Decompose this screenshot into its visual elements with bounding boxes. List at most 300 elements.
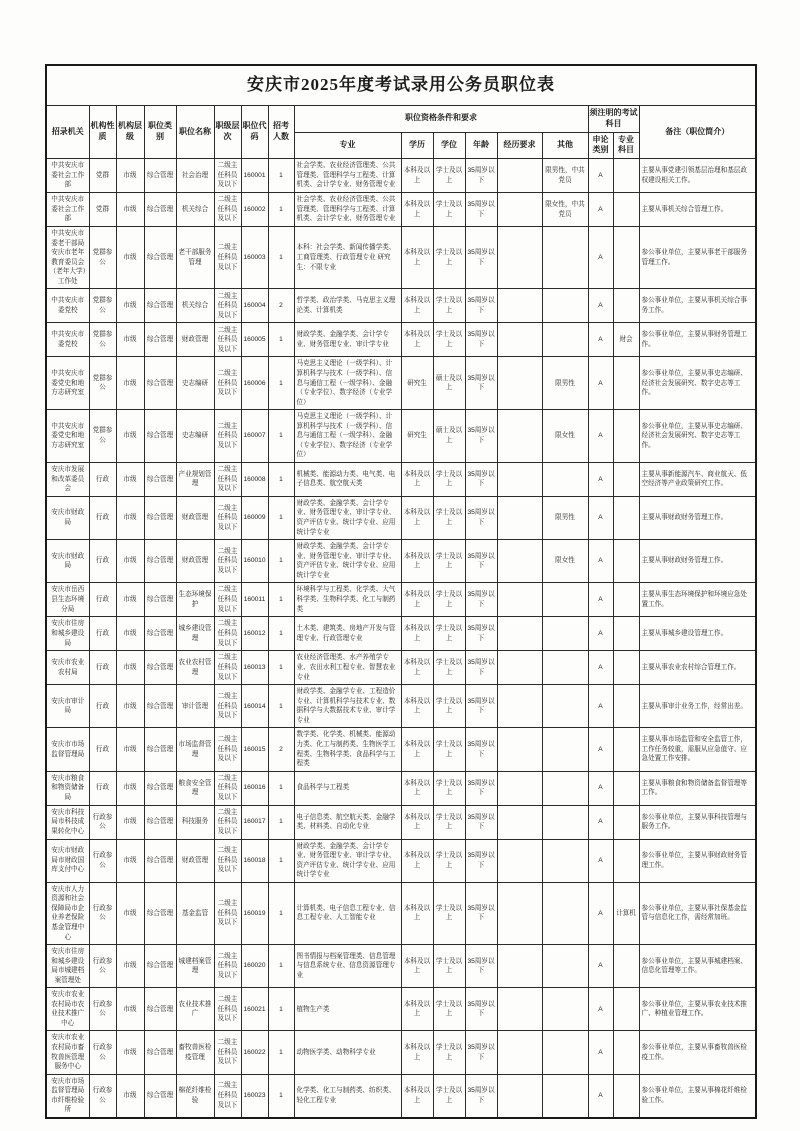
- cell-category: 综合管理: [144, 496, 176, 539]
- cell-subject: [613, 685, 639, 728]
- cell-name: 农业农村管理: [176, 651, 214, 685]
- col-header-major: 专业: [294, 132, 401, 159]
- cell-agency: 安庆市住房和城乡建设局市城建档案管理处: [46, 945, 89, 988]
- cell-degree: 学士及以上: [433, 945, 465, 988]
- cell-subject: [613, 945, 639, 988]
- cell-exp: [497, 771, 542, 805]
- cell-exp: [497, 685, 542, 728]
- cell-category: 综合管理: [144, 227, 176, 289]
- cell-other: [542, 462, 588, 496]
- cell-agency: 安庆市住房和城乡建设局: [46, 617, 89, 651]
- cell-edu: 研究生: [401, 357, 433, 410]
- cell-level: 市级: [116, 805, 144, 839]
- cell-remark: 主要从事新能源汽车、商业航天、低空经济等产业政策研究工作。: [639, 462, 756, 496]
- col-header-agency: 招录机关: [46, 105, 89, 158]
- cell-other: [542, 617, 588, 651]
- cell-age: 35周岁以下: [465, 357, 497, 410]
- cell-exp: [497, 323, 542, 357]
- cell-other: [542, 227, 588, 289]
- cell-name: 畜牧兽医检疫管理: [176, 1031, 214, 1074]
- cell-edu: 本科及以上: [401, 227, 433, 289]
- cell-rank: 二级主任科员及以下: [214, 323, 241, 357]
- cell-edu: 本科及以上: [401, 496, 433, 539]
- cell-major: 哲学类、政治学类、马克思主义理论类、计算机类: [294, 289, 401, 323]
- cell-edu: 本科及以上: [401, 945, 433, 988]
- cell-essay: A: [588, 882, 613, 944]
- cell-age: 35周岁以下: [465, 159, 497, 193]
- cell-edu: 本科及以上: [401, 193, 433, 227]
- cell-remark: 主要从事市场监管和安全监管工作，工作任务较重，需服从应急值守、应急处置工作安排。: [639, 728, 756, 771]
- cell-code: 160008: [241, 462, 268, 496]
- cell-degree: 学士及以上: [433, 728, 465, 771]
- cell-rank: 二级主任科员及以下: [214, 193, 241, 227]
- cell-other: [542, 685, 588, 728]
- cell-essay: A: [588, 988, 613, 1031]
- col-header-rank: 职级层次: [214, 105, 241, 158]
- cell-exp: [497, 651, 542, 685]
- cell-category: 综合管理: [144, 945, 176, 988]
- cell-exp: [497, 496, 542, 539]
- cell-edu: 本科及以上: [401, 728, 433, 771]
- cell-code: 160012: [241, 617, 268, 651]
- cell-count: 1: [268, 945, 294, 988]
- cell-category: 综合管理: [144, 771, 176, 805]
- cell-agency: 安庆市农业农村局: [46, 651, 89, 685]
- cell-essay: A: [588, 839, 613, 882]
- cell-exp: [497, 357, 542, 410]
- cell-code: 160006: [241, 357, 268, 410]
- cell-other: [542, 1074, 588, 1118]
- cell-major: 数学类、化学类、机械类、能源动力类、化工与制药类、生物医学工程类、生物科学类、食品科学与工程类: [294, 728, 401, 771]
- cell-code: 160007: [241, 410, 268, 463]
- cell-category: 综合管理: [144, 728, 176, 771]
- cell-other: [542, 882, 588, 944]
- cell-code: 160009: [241, 496, 268, 539]
- cell-other: [542, 323, 588, 357]
- cell-other: [542, 771, 588, 805]
- cell-nature: 行政: [89, 771, 116, 805]
- cell-code: 160004: [241, 289, 268, 323]
- cell-code: 160016: [241, 771, 268, 805]
- position-table-sheet: [45, 64, 757, 1119]
- cell-remark: 主要从事党建引领基层治理和基层政权建设相关工作。: [639, 159, 756, 193]
- cell-major: 农业经济管理类、水产养殖学专业、农田水利工程专业、智慧农业专业: [294, 651, 401, 685]
- cell-level: 市级: [116, 839, 144, 882]
- cell-category: 综合管理: [144, 462, 176, 496]
- cell-nature: 行政参公: [89, 839, 116, 882]
- col-group-qualifications: 职位资格条件和要求: [294, 105, 588, 132]
- col-header-remark: 备注（职位简介）: [639, 105, 756, 158]
- cell-level: 市级: [116, 159, 144, 193]
- cell-category: 综合管理: [144, 617, 176, 651]
- cell-code: 160011: [241, 583, 268, 617]
- cell-count: 1: [268, 805, 294, 839]
- cell-name: 农业技术推广: [176, 988, 214, 1031]
- cell-subject: [613, 159, 639, 193]
- cell-exp: [497, 945, 542, 988]
- cell-level: 市级: [116, 882, 144, 944]
- cell-code: 160021: [241, 988, 268, 1031]
- cell-count: 1: [268, 1074, 294, 1118]
- cell-agency: 中共安庆市委党史和地方志研究室: [46, 410, 89, 463]
- cell-essay: A: [588, 540, 613, 583]
- cell-exp: [497, 159, 542, 193]
- col-header-nature: 机构性质: [89, 105, 116, 158]
- cell-major: 食品科学与工程类: [294, 771, 401, 805]
- cell-major: 土木类、建筑类、房地产开发与管理专业、行政管理专业: [294, 617, 401, 651]
- cell-subject: [613, 410, 639, 463]
- cell-agency: 安庆市财政局: [46, 540, 89, 583]
- cell-age: 35周岁以下: [465, 805, 497, 839]
- cell-other: 限女性，中共党员: [542, 193, 588, 227]
- cell-edu: 本科及以上: [401, 771, 433, 805]
- cell-exp: [497, 1074, 542, 1118]
- cell-major: 图书情报与档案管理类、信息管理与信息系统专业、信息资源管理专业: [294, 945, 401, 988]
- cell-age: 35周岁以下: [465, 583, 497, 617]
- table-row: [46, 945, 756, 988]
- cell-category: 综合管理: [144, 1031, 176, 1074]
- cell-nature: 行政: [89, 496, 116, 539]
- col-header-count: 招考人数: [268, 105, 294, 158]
- cell-category: 综合管理: [144, 159, 176, 193]
- cell-subject: [613, 1074, 639, 1118]
- cell-count: 1: [268, 617, 294, 651]
- cell-category: 综合管理: [144, 410, 176, 463]
- col-header-other: 其他: [542, 132, 588, 159]
- cell-agency: 安庆市财政局市财政国库支付中心: [46, 839, 89, 882]
- cell-name: 生态环境保护: [176, 583, 214, 617]
- col-header-subject: 专业科目: [613, 132, 639, 159]
- table-row: [46, 805, 756, 839]
- cell-essay: A: [588, 227, 613, 289]
- cell-nature: 行政: [89, 583, 116, 617]
- cell-level: 市级: [116, 988, 144, 1031]
- cell-code: 160013: [241, 651, 268, 685]
- cell-agency: 中共安庆市委党校: [46, 289, 89, 323]
- col-header-edu: 学历: [401, 132, 433, 159]
- table-row: [46, 1074, 756, 1118]
- cell-major: 机械类、能源动力类、电气类、电子信息类、航空航天类: [294, 462, 401, 496]
- cell-rank: 二级主任科员及以下: [214, 771, 241, 805]
- table-row: [46, 323, 756, 357]
- cell-rank: 二级主任科员及以下: [214, 617, 241, 651]
- cell-major: 财政学类、金融学类、会计学专业、财务管理专业、审计学专业、资产评估专业、统计学专业、应用统计学专业: [294, 839, 401, 882]
- cell-count: 1: [268, 651, 294, 685]
- cell-name: 财政管理: [176, 323, 214, 357]
- cell-subject: [613, 839, 639, 882]
- cell-major: 财政学类、金融学类、会计学专业、财务管理专业、审计学专业、资产评估专业、统计学专业、应用统计学专业: [294, 540, 401, 583]
- cell-count: 1: [268, 410, 294, 463]
- cell-major: 财政学类、金融学专业、工程造价专业、计算机科学与技术专业、数据科学与大数据技术专业、审计学专业: [294, 685, 401, 728]
- cell-nature: 行政: [89, 617, 116, 651]
- cell-major: 马克思主义理论（一级学科）、计算机科学与技术（一级学科）、信息与通信工程（一级学科）、金融（专业学位）、数字经济（专业学位）: [294, 357, 401, 410]
- cell-exp: [497, 540, 542, 583]
- cell-degree: 学士及以上: [433, 289, 465, 323]
- cell-name: 财政管理: [176, 839, 214, 882]
- cell-major: 财政学类、金融学类、会计学专业、财务管理专业、审计学专业、资产评估专业、统计学专业、应用统计学专业: [294, 496, 401, 539]
- cell-agency: 安庆市农业农村局市农业技术推广中心: [46, 988, 89, 1031]
- cell-essay: A: [588, 651, 613, 685]
- cell-edu: 本科及以上: [401, 988, 433, 1031]
- cell-rank: 二级主任科员及以下: [214, 583, 241, 617]
- cell-subject: 计算机: [613, 882, 639, 944]
- cell-edu: 研究生: [401, 410, 433, 463]
- cell-category: 综合管理: [144, 540, 176, 583]
- cell-code: 160010: [241, 540, 268, 583]
- cell-agency: 安庆市科技局市科技成果转化中心: [46, 805, 89, 839]
- cell-essay: A: [588, 289, 613, 323]
- cell-age: 35周岁以下: [465, 289, 497, 323]
- cell-major: 化学类、化工与制药类、纺织类、轻化工程专业: [294, 1074, 401, 1118]
- cell-degree: 学士及以上: [433, 1031, 465, 1074]
- cell-level: 市级: [116, 685, 144, 728]
- cell-agency: 安庆市人力资源和社会保障局市企业养老保险基金管理中心: [46, 882, 89, 944]
- cell-level: 市级: [116, 651, 144, 685]
- table-row: [46, 617, 756, 651]
- table-row: [46, 193, 756, 227]
- cell-agency: 安庆市财政局: [46, 496, 89, 539]
- cell-code: 160005: [241, 323, 268, 357]
- cell-essay: A: [588, 159, 613, 193]
- cell-nature: 行政: [89, 685, 116, 728]
- table-row: [46, 685, 756, 728]
- cell-name: 财政管理: [176, 496, 214, 539]
- cell-nature: 党群参公: [89, 323, 116, 357]
- col-header-essay: 申论类别: [588, 132, 613, 159]
- cell-category: 综合管理: [144, 289, 176, 323]
- cell-remark: 参公事业单位，主要从事史志编研、经济社会发展研究、数字史志等工作。: [639, 410, 756, 463]
- cell-category: 综合管理: [144, 685, 176, 728]
- cell-category: 综合管理: [144, 323, 176, 357]
- cell-agency: 安庆市粮食和物资储备局: [46, 771, 89, 805]
- cell-count: 1: [268, 323, 294, 357]
- cell-nature: 党群: [89, 193, 116, 227]
- cell-age: 35周岁以下: [465, 685, 497, 728]
- cell-category: 综合管理: [144, 651, 176, 685]
- cell-agency: 安庆市岳西县生态环境分局: [46, 583, 89, 617]
- cell-remark: 主要从事机关综合管理工作。: [639, 193, 756, 227]
- cell-age: 35周岁以下: [465, 1074, 497, 1118]
- cell-subject: [613, 462, 639, 496]
- cell-agency: 中共安庆市委社会工作部: [46, 159, 89, 193]
- cell-agency: 安庆市发展和改革委员会: [46, 462, 89, 496]
- cell-other: 限女性: [542, 410, 588, 463]
- cell-subject: [613, 1031, 639, 1074]
- cell-degree: 学士及以上: [433, 685, 465, 728]
- cell-count: 1: [268, 839, 294, 882]
- cell-level: 市级: [116, 410, 144, 463]
- cell-nature: 党群参公: [89, 357, 116, 410]
- col-header-level: 机构层级: [116, 105, 144, 158]
- cell-category: 综合管理: [144, 1074, 176, 1118]
- cell-major: 本科：社会学类、新闻传播学类、工商管理类、行政管理专业 研究生：不限专业: [294, 227, 401, 289]
- cell-remark: 参公事业单位，主要从事财务管理工作。: [639, 323, 756, 357]
- table-row: [46, 357, 756, 410]
- cell-rank: 二级主任科员及以下: [214, 805, 241, 839]
- table-row: [46, 289, 756, 323]
- cell-edu: 本科及以上: [401, 289, 433, 323]
- cell-rank: 二级主任科员及以下: [214, 227, 241, 289]
- cell-degree: 学士及以上: [433, 651, 465, 685]
- cell-degree: 学士及以上: [433, 193, 465, 227]
- cell-degree: 学士及以上: [433, 323, 465, 357]
- cell-category: 综合管理: [144, 357, 176, 410]
- cell-rank: 二级主任科员及以下: [214, 685, 241, 728]
- cell-degree: 学士及以上: [433, 1074, 465, 1118]
- cell-other: [542, 945, 588, 988]
- cell-subject: [613, 728, 639, 771]
- cell-age: 35周岁以下: [465, 651, 497, 685]
- cell-degree: 学士及以上: [433, 496, 465, 539]
- cell-count: 1: [268, 685, 294, 728]
- cell-edu: 本科及以上: [401, 1031, 433, 1074]
- cell-essay: A: [588, 685, 613, 728]
- cell-name: 机关综合: [176, 193, 214, 227]
- cell-remark: 参公事业单位，主要从事社保基金监管与信息化工作，需经常加班。: [639, 882, 756, 944]
- cell-age: 35周岁以下: [465, 323, 497, 357]
- cell-count: 1: [268, 1031, 294, 1074]
- cell-remark: 主要从事农业农村综合管理工作。: [639, 651, 756, 685]
- position-table-body: [46, 159, 756, 1118]
- page-title: 安庆市2025年度考试录用公务员职位表: [46, 65, 756, 105]
- cell-other: 限男性: [542, 496, 588, 539]
- cell-category: 综合管理: [144, 988, 176, 1031]
- cell-rank: 二级主任科员及以下: [214, 496, 241, 539]
- cell-code: 160022: [241, 1031, 268, 1074]
- cell-remark: 参公事业单位，主要从事机关综合事务工作。: [639, 289, 756, 323]
- col-header-name: 职位名称: [176, 105, 214, 158]
- table-row: [46, 839, 756, 882]
- cell-nature: 党群: [89, 159, 116, 193]
- cell-rank: 二级主任科员及以下: [214, 357, 241, 410]
- cell-exp: [497, 988, 542, 1031]
- cell-age: 35周岁以下: [465, 462, 497, 496]
- cell-level: 市级: [116, 583, 144, 617]
- cell-other: 限女性: [542, 540, 588, 583]
- col-header-exp: 经历要求: [497, 132, 542, 159]
- cell-level: 市级: [116, 728, 144, 771]
- cell-edu: 本科及以上: [401, 685, 433, 728]
- cell-level: 市级: [116, 496, 144, 539]
- cell-subject: [613, 617, 639, 651]
- cell-code: 160014: [241, 685, 268, 728]
- cell-level: 市级: [116, 945, 144, 988]
- cell-age: 35周岁以下: [465, 540, 497, 583]
- cell-level: 市级: [116, 1031, 144, 1074]
- cell-edu: 本科及以上: [401, 159, 433, 193]
- cell-code: 160003: [241, 227, 268, 289]
- cell-level: 市级: [116, 1074, 144, 1118]
- cell-major: 财政学类、金融学类、会计学专业、财务管理专业、审计学专业: [294, 323, 401, 357]
- table-row: [46, 1031, 756, 1074]
- cell-edu: 本科及以上: [401, 462, 433, 496]
- cell-other: [542, 728, 588, 771]
- cell-major: 环境科学与工程类、化学类、大气科学类、生物科学类、化工与制药类: [294, 583, 401, 617]
- cell-age: 35周岁以下: [465, 728, 497, 771]
- cell-major: 植物生产类: [294, 988, 401, 1031]
- cell-other: 限男性: [542, 357, 588, 410]
- cell-subject: [613, 771, 639, 805]
- cell-exp: [497, 617, 542, 651]
- cell-count: 1: [268, 159, 294, 193]
- cell-name: 粮食安全管理: [176, 771, 214, 805]
- cell-rank: 二级主任科员及以下: [214, 945, 241, 988]
- cell-level: 市级: [116, 193, 144, 227]
- cell-edu: 本科及以上: [401, 839, 433, 882]
- cell-remark: 主要从事生态环境保护和环境应急处置工作。: [639, 583, 756, 617]
- cell-edu: 本科及以上: [401, 617, 433, 651]
- cell-count: 1: [268, 496, 294, 539]
- cell-subject: [613, 289, 639, 323]
- cell-age: 35周岁以下: [465, 771, 497, 805]
- position-table: [45, 64, 757, 1119]
- cell-count: 1: [268, 193, 294, 227]
- cell-age: 35周岁以下: [465, 617, 497, 651]
- cell-age: 35周岁以下: [465, 193, 497, 227]
- cell-rank: 二级主任科员及以下: [214, 882, 241, 944]
- col-header-code: 职位代码: [241, 105, 268, 158]
- cell-degree: 学士及以上: [433, 988, 465, 1031]
- cell-code: 160017: [241, 805, 268, 839]
- cell-nature: 行政: [89, 462, 116, 496]
- cell-rank: 二级主任科员及以下: [214, 159, 241, 193]
- cell-level: 市级: [116, 540, 144, 583]
- cell-major: 计算机类、电子信息工程专业、信息工程专业、人工智能专业: [294, 882, 401, 944]
- cell-degree: 学士及以上: [433, 583, 465, 617]
- cell-essay: A: [588, 193, 613, 227]
- cell-nature: 行政参公: [89, 945, 116, 988]
- cell-count: 1: [268, 988, 294, 1031]
- cell-nature: 行政参公: [89, 1031, 116, 1074]
- cell-major: 社会学类、农业经济管理类、公共管理类、管理科学与工程类、计算机类、会计学专业、财务管理专业: [294, 193, 401, 227]
- cell-major: 电子信息类、航空航天类、金融学类、材料类、自动化专业: [294, 805, 401, 839]
- cell-degree: 学士及以上: [433, 839, 465, 882]
- cell-code: 160019: [241, 882, 268, 944]
- cell-code: 160020: [241, 945, 268, 988]
- cell-rank: 二级主任科员及以下: [214, 410, 241, 463]
- cell-subject: [613, 583, 639, 617]
- cell-agency: 安庆市市场监督管理局市纤维检验所: [46, 1074, 89, 1118]
- cell-degree: 学士及以上: [433, 462, 465, 496]
- cell-name: 棉花纤维检验: [176, 1074, 214, 1118]
- cell-nature: 党群参公: [89, 227, 116, 289]
- cell-count: 2: [268, 289, 294, 323]
- cell-name: 市场监督管理: [176, 728, 214, 771]
- cell-degree: 学士及以上: [433, 159, 465, 193]
- cell-edu: 本科及以上: [401, 805, 433, 839]
- cell-essay: A: [588, 771, 613, 805]
- header-row-1: [46, 105, 756, 132]
- cell-level: 市级: [116, 289, 144, 323]
- cell-degree: 学士及以上: [433, 882, 465, 944]
- cell-name: 史志编研: [176, 357, 214, 410]
- cell-agency: 中共安庆市委党校: [46, 323, 89, 357]
- cell-count: 1: [268, 583, 294, 617]
- cell-nature: 行政参公: [89, 1074, 116, 1118]
- cell-remark: 主要从事财政财务管理工作。: [639, 496, 756, 539]
- cell-other: [542, 651, 588, 685]
- cell-name: 城建档案管理: [176, 945, 214, 988]
- cell-age: 35周岁以下: [465, 839, 497, 882]
- cell-degree: 硕士及以上: [433, 410, 465, 463]
- cell-edu: 本科及以上: [401, 323, 433, 357]
- cell-exp: [497, 289, 542, 323]
- cell-category: 综合管理: [144, 193, 176, 227]
- cell-code: 160001: [241, 159, 268, 193]
- cell-major: 马克思主义理论（一级学科）、计算机科学与技术（一级学科）、信息与通信工程（一级学科）、金融（专业学位）、数字经济（专业学位）: [294, 410, 401, 463]
- cell-other: [542, 583, 588, 617]
- cell-remark: 主要从事财政财务管理工作。: [639, 540, 756, 583]
